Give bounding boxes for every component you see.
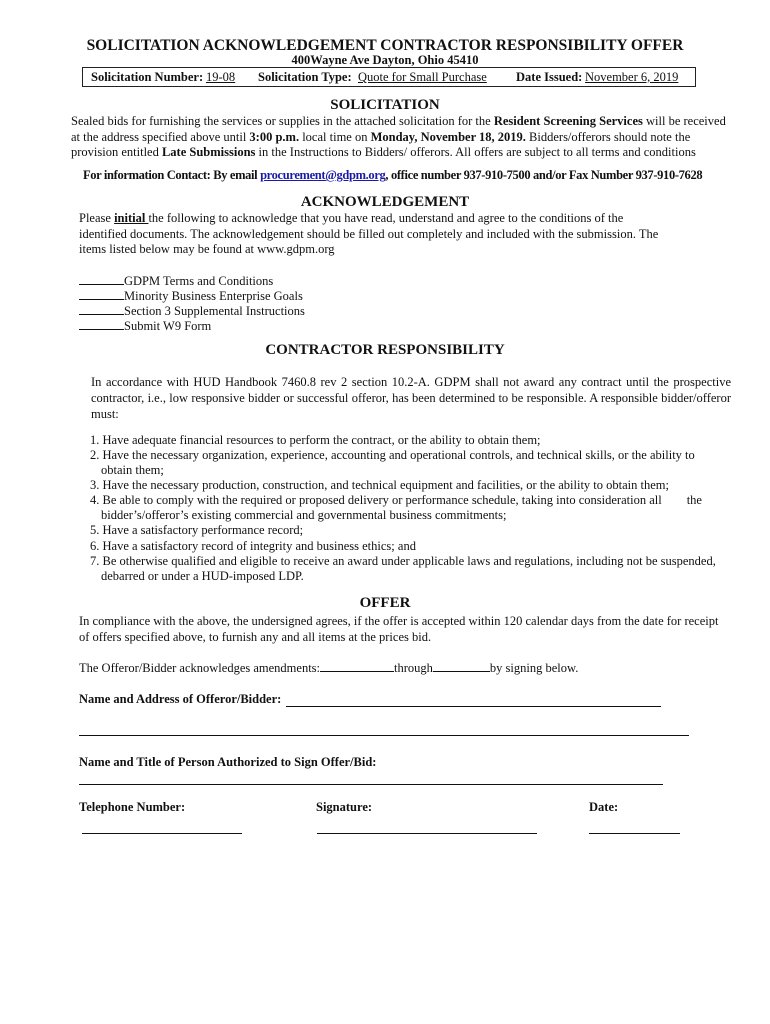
deadline-date: Monday, November 18, 2019.	[370, 129, 526, 144]
amendment-to-field[interactable]	[433, 660, 490, 672]
signature-label: Signature:	[316, 800, 373, 814]
authorized-person-field[interactable]	[79, 784, 663, 785]
agency-address: 400Wayne Ave Dayton, Ohio 45410	[291, 53, 479, 67]
date-label: Date:	[589, 800, 619, 814]
solicitation-number: 19-08	[206, 70, 236, 84]
requirement-item: 2. Have the necessary organization, experience, accounting and operational controls, and technical skills, or the ability to	[90, 448, 695, 462]
initial-field[interactable]	[79, 303, 124, 315]
service-name: Resident Screening Services	[493, 114, 643, 128]
requirement-item: 1. Have adequate financial resources to perform the contract, or the ability to obtain them;	[90, 433, 541, 447]
document-title: SOLICITATION ACKNOWLEDGEMENT CONTRACTOR RESPONSIBILITY OFFER	[86, 37, 684, 54]
ack-item: Minority Business Enterprise Goals	[79, 288, 303, 304]
solicitation-type-label: Solicitation Type:	[258, 70, 352, 84]
date-issued-label: Date Issued:	[516, 70, 583, 84]
initial-field[interactable]	[79, 318, 124, 330]
solicitation-paragraph: Sealed bids for furnishing the services or supplies in the attached solicitation for the Resident Screening Services will be received at the address specified above until 3:00 p.m. local time on Monday, November 18, 2019. Bidders/offerors should note the provision entitled Late Submissions in the Instructions to Bidders/ offerors. All offers are subject to all terms and conditions	[71, 114, 726, 159]
contact-email-link[interactable]: procurement@gdpm.org	[260, 168, 386, 182]
requirement-item: 4. Be able to comply with the required or proposed delivery or performance schedule, taking into consideration all the	[90, 493, 702, 507]
amendments-line: The Offeror/Bidder acknowledges amendments: through by signing below.	[79, 661, 579, 675]
ack-item: GDPM Terms and Conditions	[79, 273, 273, 289]
requirement-item: bidder’s/offeror’s existing commercial and governmental business commitments;	[101, 508, 507, 522]
telephone-label: Telephone Number:	[79, 800, 186, 814]
requirement-item: 7. Be otherwise qualified and eligible to receive an award under applicable laws and regulations, including not be suspended,	[90, 554, 716, 568]
ack-item: Submit W9 Form	[79, 318, 211, 334]
address-field-line-2[interactable]	[79, 735, 689, 736]
contact-info: For information Contact: By email procurement@gdpm.org, office number 937-910-7500 and/or Fax Number 937-910-7628	[83, 168, 703, 182]
contractor-heading: CONTRACTOR RESPONSIBILITY	[265, 342, 505, 358]
initial-field[interactable]	[79, 273, 124, 285]
ack-item: Section 3 Supplemental Instructions	[79, 303, 305, 319]
date-issued: November 6, 2019	[585, 70, 679, 84]
amendment-from-field[interactable]	[320, 660, 394, 672]
authorized-person-label: Name and Title of Person Authorized to Sign Offer/Bid:	[79, 755, 377, 769]
deadline-time: 3:00 p.m.	[249, 129, 300, 144]
solicitation-number-label: Solicitation Number:	[91, 70, 204, 84]
initial-field[interactable]	[79, 288, 124, 300]
requirement-item: 5. Have a satisfactory performance record;	[90, 523, 304, 537]
requirement-item: debarred or under a HUD-imposed LDP.	[101, 569, 304, 583]
acknowledgement-heading: ACKNOWLEDGEMENT	[300, 194, 470, 210]
initial-word: initial	[114, 211, 149, 225]
late-submissions: Late Submissions	[161, 145, 256, 159]
requirement-item: obtain them;	[101, 463, 164, 477]
contractor-intro: In accordance with HUD Handbook 7460.8 rev 2 section 10.2-A. GDPM shall not award any contract until the prospective contractor, i.e., low responsive bidder or successful offeror, has been determined to be responsible. A responsible bidder/offeror must:	[91, 375, 731, 421]
solicitation-type: Quote for Small Purchase	[358, 70, 487, 84]
offer-paragraph: In compliance with the above, the undersigned agrees, if the offer is accepted within 120 calendar days from the date for receipt of offers specified above, to furnish any and all items at the prices bid.	[79, 614, 719, 644]
offer-heading: OFFER	[359, 595, 411, 611]
telephone-field[interactable]	[82, 833, 242, 834]
solicitation-info-box	[82, 67, 696, 87]
requirement-item: 6. Have a satisfactory record of integrity and business ethics; and	[90, 539, 416, 553]
signature-field[interactable]	[317, 833, 537, 834]
name-address-field[interactable]	[286, 706, 661, 707]
date-field[interactable]	[589, 833, 680, 834]
requirement-item: 3. Have the necessary production, construction, and technical equipment and facilities, or the ability to obtain them;	[90, 478, 669, 492]
name-address-label: Name and Address of Offeror/Bidder:	[79, 692, 282, 706]
solicitation-heading: SOLICITATION	[330, 97, 440, 113]
acknowledgement-paragraph: Please initial the following to acknowledge that you have read, understand and agree to the conditions of the identified documents. The acknowledgement should be filled out completely and included with the submission. The items listed below may be found at www.gdpm.org	[79, 211, 659, 256]
